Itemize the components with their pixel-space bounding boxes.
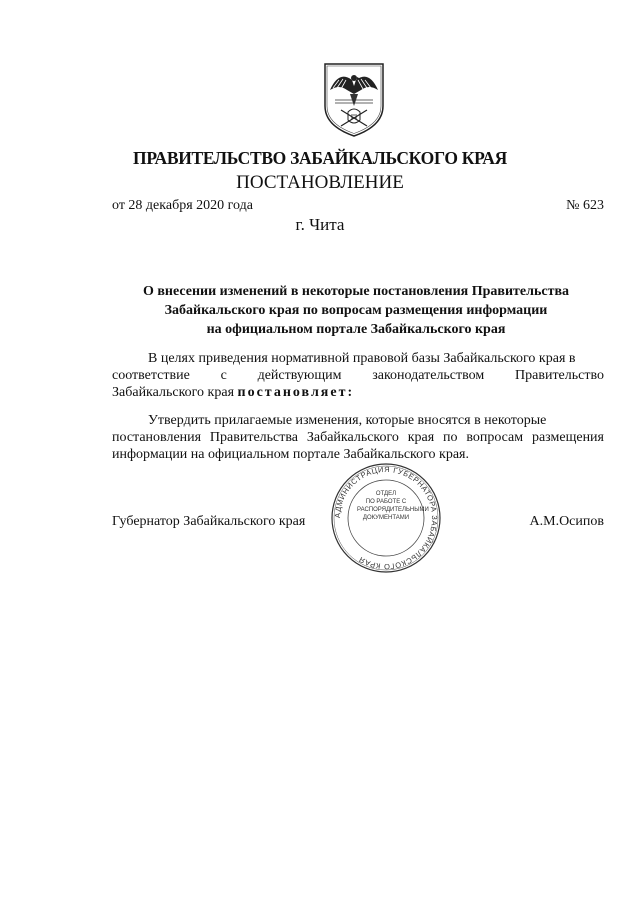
document-date: от 28 декабря 2020 года xyxy=(112,198,253,213)
paragraph-line: постановления Правительства Забайкальского края по вопросам размещения xyxy=(112,430,604,445)
signer-title: Губернатор Забайкальского края xyxy=(112,514,306,529)
paragraph-line xyxy=(112,384,604,401)
stamp-inner-text xyxy=(357,490,429,522)
stamp-line: ДОКУМЕНТАМИ xyxy=(362,515,410,521)
paragraph-line: соответствие с действующим законодательством Правительство xyxy=(112,368,604,383)
subject-line: Забайкальского края по вопросам размещения информации xyxy=(164,303,548,318)
subject-line: на официальном портале Забайкальского края xyxy=(206,322,506,337)
stamp-line: РАСПОРЯДИТЕЛЬНЫМИ xyxy=(357,507,429,513)
paragraph-text: Забайкальского края xyxy=(112,385,235,400)
preamble-paragraph xyxy=(112,350,604,401)
stamp-line: ПО РАБОТЕ С xyxy=(365,499,407,505)
government-title: ПРАВИТЕЛЬСТВО ЗАБАЙКАЛЬСКОГО КРАЯ xyxy=(133,148,507,168)
coat-of-arms-icon xyxy=(321,60,387,138)
paragraph-line: Утвердить прилагаемые изменения, которые вносятся в некоторые xyxy=(148,413,547,428)
decree-word: постановляет: xyxy=(237,385,355,400)
document-city: г. Чита xyxy=(295,215,345,234)
document-subject xyxy=(112,282,600,339)
paragraph-line: информации на официальном портале Забайкальского края. xyxy=(112,447,469,462)
stamp-line: ОТДЕЛ xyxy=(375,491,397,497)
stamp-outer-text: АДМИНИСТРАЦИЯ ГУБЕРНАТОРА ЗАБАЙКАЛЬСКОГО КРАЯ xyxy=(332,464,440,572)
document-number: № 623 xyxy=(566,198,604,213)
paragraph-line: В целях приведения нормативной правовой базы Забайкальского края в xyxy=(148,351,576,366)
decision-paragraph xyxy=(112,412,604,463)
signer-name: А.М.Осипов xyxy=(529,514,604,529)
document-type: ПОСТАНОВЛЕНИЕ xyxy=(236,172,404,193)
subject-line: О внесении изменений в некоторые постановления Правительства xyxy=(142,284,570,299)
